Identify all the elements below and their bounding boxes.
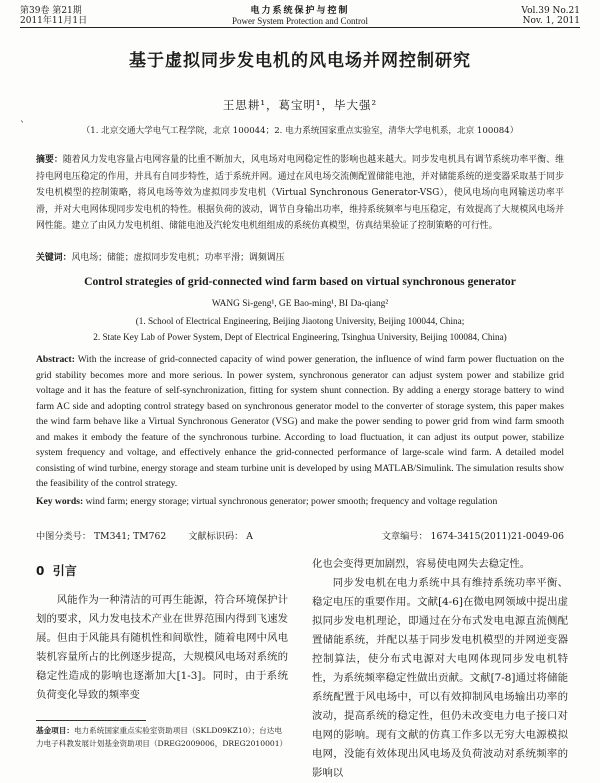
footnote-rule xyxy=(36,720,146,721)
abstract-en-text: With the increase of grid-connected capacity of wind power generation, the influence of wind farm power fluctuation on the grid stability becomes more and more serious. In power system, synchronous generator can adjust system power and stabilize grid voltage and it has the feature of self-synchronization, fitting for system shunt connection. By adding a energy storage battery to wind farm AC side and adopting control strategy based on synchronous generator model to the converter of storage system, this paper makes the wind farm behave like a Virtual Synchronous Generator (VSG) and make the power sending to power grid from wind farm smooth and makes it embody the feature of the synchronous turbine. According to load fluctuation, it can adjust its output power, stabilize system frequency and voltage, and effectively enhance the grid-connected performance of large-scale wind farm. A detailed model consisting of wind turbine, energy storage and steam turbine unit is developed by using MATLAB/Simulink. The simulation results show the feasibility of the control strategy. xyxy=(36,354,564,489)
affiliation-en-2: 2. State Key Lab of Power System, Dept of Electrical Engineering, Tsinghua University, Beijing 100084, China) xyxy=(93,332,507,342)
abstract-cn-label: 摘要： xyxy=(36,155,63,165)
keywords-en xyxy=(36,494,564,510)
keywords-cn xyxy=(36,250,564,267)
margin-mark: ` xyxy=(20,121,25,132)
paper-title-en: Control strategies of grid-connected wind farm based on virtual synchronous generator xyxy=(84,275,516,288)
document-code xyxy=(188,528,253,542)
intro-paragraph-1: 风能作为一种清洁的可再生能源，符合环境保护计划的要求，风力发电技术产业在世界范围内得到飞速发展。但由于风能具有随机性和间歇性，随着电网中风电装机容量所占的比例逐步提高，大规模风电场对系统的稳定性造成的影响也逐渐加大[1-3]。同时，由于系统负荷变化导致的频率变 xyxy=(36,594,288,701)
section-number: 0 xyxy=(36,564,45,578)
keywords-cn-label: 关键词： xyxy=(36,253,72,263)
abstract-en-label: Abstract: xyxy=(36,354,75,365)
abstract-cn xyxy=(36,152,564,235)
abstract-en xyxy=(36,352,564,492)
doc-code-label: 文献标识码： xyxy=(188,531,244,542)
running-header-line2 xyxy=(20,16,580,26)
classification-row xyxy=(36,528,564,542)
date-en: Nov. 1, 2011 xyxy=(522,16,580,26)
article-id-value: 1674-3415(2011)21-0049-06 xyxy=(430,531,564,542)
journal-name-en: Power System Protection and Control xyxy=(232,16,368,26)
footnote-label: 基金项目： xyxy=(36,726,74,735)
date-cn: 2011年11月1日 xyxy=(20,16,88,26)
keywords-cn-text: 风电场；储能；虚拟同步发电机；功率平滑；调频调压 xyxy=(71,253,285,263)
section-heading xyxy=(36,562,288,581)
clc-number xyxy=(36,528,166,542)
volume-issue-cn: 第39卷 第21期 xyxy=(20,6,82,16)
journal-name-cn: 电力系统保护与控制 xyxy=(250,6,350,16)
body-column-right xyxy=(312,555,568,783)
header-rule xyxy=(20,27,580,28)
body-column-left xyxy=(36,560,288,705)
abstract-cn-text: 随着风力发电容量占电网容量的比重不断加大，风电场对电网稳定性的影响也越来越大。同步发电机具有调节系统功率平衡、维持电网电压稳定的作用，并具有自同步特性，适于系统并网。通过在风电场交流侧配置储能电池，并对储能系统的逆变器采取基于同步发电机模型的控制策略，将风电场等效为虚拟同步发电机（Virtual Synchronous Generator-VSG），使风电场向电网输送功率平滑，并对大电网体现同步发电机的特性。根据负荷的波动，调节自身输出功率，维持系统频率与电压稳定，有效提高了大规模风电场并网性能。建立了由风力发电机组、储能电池及汽轮发电机组组成的系统仿真模型，仿真结果验证了控制策略的可行性。 xyxy=(36,155,565,231)
paper-title-cn: 基于虚拟同步发电机的风电场并网控制研究 xyxy=(129,51,471,71)
authors-cn: 王思耕¹，葛宝明¹，毕大强² xyxy=(222,98,378,112)
article-id-label: 文章编号： xyxy=(381,531,428,542)
article-id xyxy=(382,528,564,542)
intro-paragraph-1-cont: 化也会变得更加剧烈，容易使电网失去稳定性。 xyxy=(312,558,531,570)
section-title: 引言 xyxy=(52,564,77,578)
running-header-line1 xyxy=(20,6,580,16)
doc-code-value: A xyxy=(246,531,253,542)
volume-issue-en: Vol.39 No.21 xyxy=(521,6,580,16)
clc-label: 中图分类号： xyxy=(36,531,92,542)
authors-en: WANG Si-geng¹, GE Bao-ming¹, BI Da-qiang² xyxy=(211,299,389,309)
affiliations-cn: （1. 北京交通大学电气工程学院，北京 100044；2. 电力系统国家重点实验室，清华大学电机系，北京 100084） xyxy=(81,126,519,136)
keywords-en-text: wind farm; energy storage; virtual synchronous generator; power smooth; frequency and voltage regulation xyxy=(85,496,498,507)
footnote-text: 电力系统国家重点实验室资助项目（SKLD09KZ10）；台达电力电子科教发展计划基金资助项目（DREG2009006，DREG2010001） xyxy=(36,726,288,748)
funding-footnote xyxy=(36,724,288,750)
clc-value: TM341; TM762 xyxy=(94,531,167,542)
keywords-en-label: Key words: xyxy=(36,496,84,507)
intro-paragraph-2: 同步发电机在电力系统中具有维持系统功率平衡、稳定电压的重要作用。文献[4-6]在微电网领域中提出虚拟同步发电机理论，即通过在分布式发电电源直流侧配置储能系统，并配以基于同步发电机模型的并网逆变器控制算法，使分布式电源对大电网体现同步发电机特性，为系统频率稳定性做出贡献。文献[7-8]通过将储能系统配置于风电场中，可以有效抑制风电场输出功率的波动，提高系统的稳定性，但仍未改变电力电子接口对电网的影响。现有文献的仿真工作多以无穷大电源模拟电网，没能有效体现出风电场及负荷波动对系统频率的影响以 xyxy=(312,577,568,779)
affiliation-en-1: (1. School of Electrical Engineering, Beijing Jiaotong University, Beijing 100044, China; xyxy=(135,316,465,326)
